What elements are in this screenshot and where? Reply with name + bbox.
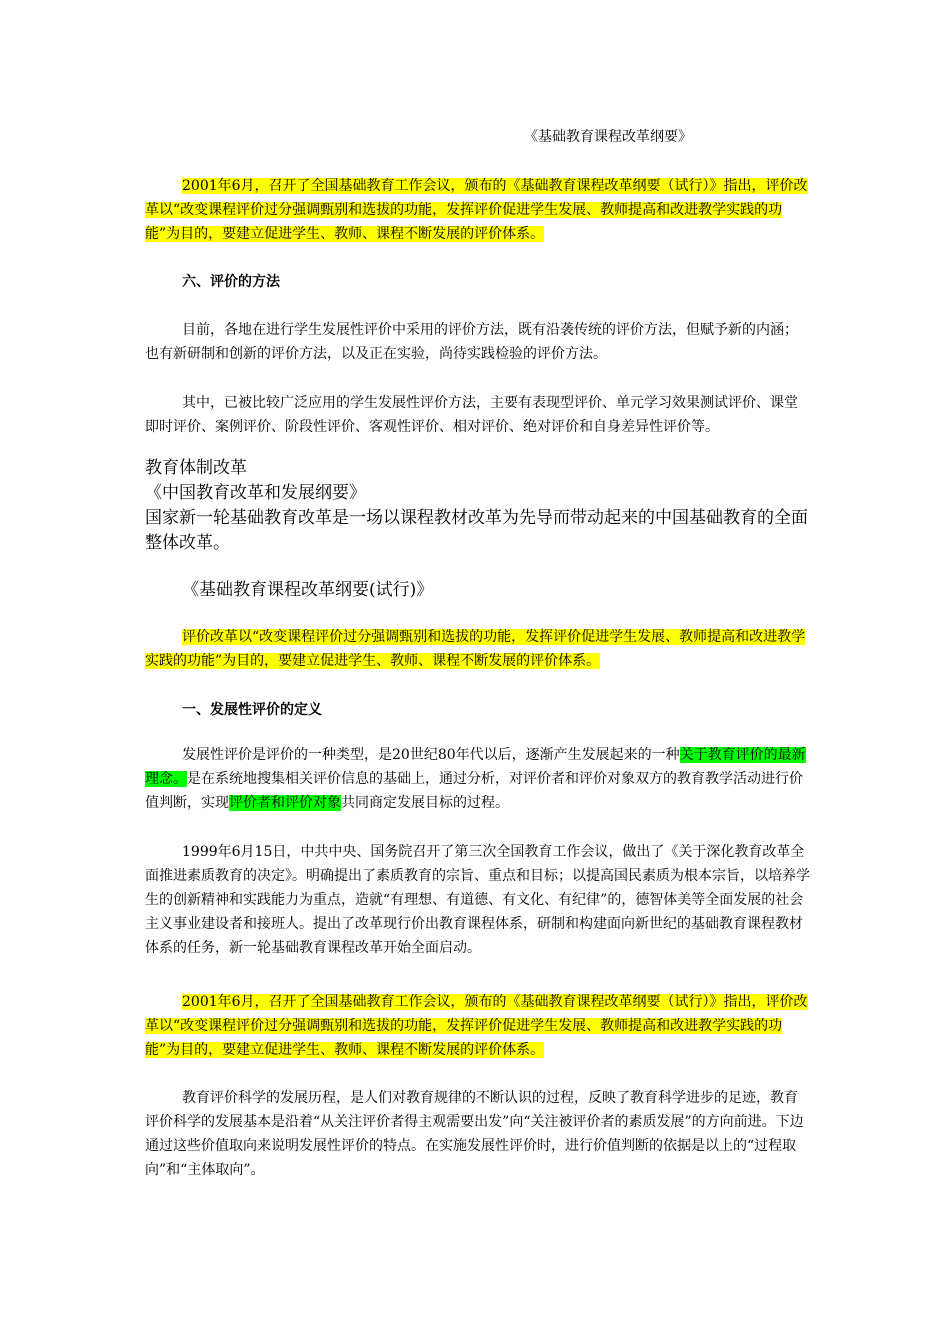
highlight-green: 评价者和评价对象 xyxy=(229,795,341,811)
paragraph-system-reform: 教育体制改革 《中国教育改革和发展纲要》 国家新一轮基础教育改革是一场以课程教材改革为先导而带动起来的中国基础教育的全面整体改革。 xyxy=(145,458,808,553)
paragraph-definition: 发展性评价是评价的一种类型，是20世纪80年代以后，逐渐产生发展起来的一种关于教育评价的最新理念。是在系统地搜集相关评价信息的基础上，通过分析，对评价者和评价对象双方的教育教学活动进行价值判断，实现评价者和评价对象共同商定发展目标的过程。 xyxy=(145,747,806,811)
paragraph-evaluation-history: 教育评价科学的发展历程，是人们对教育规律的不断认识的过程，反映了教育科学进步的足迹，教育评价科学的发展基本是沿着“从关注评价者得主观需要出发”向“关注被评价者的素质发展”的方向前进。下边通过这些价值取向来说明发展性评价的特点。在实施发展性评价时，进行价值判断的依据是以上的“过程取向”和“主体取向”。 xyxy=(145,1090,804,1178)
highlight-yellow: 2001年6月，召开了全国基础教育工作会议，颁布的《基础教育课程改革纲要（试行）》指出，评价改革以“改变课程评价过分强调甄别和选拔的功能，发挥评价促进学生发展、教师提高和改进教学实践的功能”为目的，要建立促进学生、教师、课程不断发展的评价体系。 xyxy=(145,178,808,242)
highlight-green: 关于教育评价的最新理念。 xyxy=(145,747,806,787)
document-title: 《基础教育课程改革纲要》 xyxy=(524,129,692,145)
highlight-yellow: 评价改革以“改变课程评价过分强调甄别和选拔的功能，发挥评价促进学生发展、教师提高和改进教学实践的功能”为目的，要建立促进学生、教师、课程不断发展的评价体系。 xyxy=(145,629,806,669)
heading-evaluation-methods: 六、评价的方法 xyxy=(182,274,280,290)
highlight-yellow: 2001年6月，召开了全国基础教育工作会议，颁布的《基础教育课程改革纲要（试行）》指出，评价改革以“改变课程评价过分强调甄别和选拔的功能，发挥评价促进学生发展、教师提高和改进教学实践的功能”为目的，要建立促进学生、教师、课程不断发展的评价体系。 xyxy=(145,994,808,1058)
paragraph-reform-2001-repeat xyxy=(145,990,810,1062)
paragraph-reform-goal xyxy=(145,625,810,673)
paragraph-1999-conference: 1999年6月15日，中共中央、国务院召开了第三次全国教育工作会议，做出了《关于深化教育改革全面推进素质教育的决定》。明确提出了素质教育的宗旨、重点和目标；以提高国民素质为根本宗旨，以培养学生的创新精神和实践能力为重点，造就“有理想、有道德、有文化、有纪律”的，德智体美等全面发展的社会主义事业建设者和接班人。提出了改革现行价出教育课程体系，研制和构建面向新世纪的基础教育课程教材体系的任务，新一轮基础教育课程改革开始全面启动。 xyxy=(145,844,810,956)
paragraph-methods-intro: 目前，各地在进行学生发展性评价中采用的评价方法，既有沿袭传统的评价方法，但赋予新的内涵；也有新研制和创新的评价方法，以及正在实验，尚待实践检验的评价方法。 xyxy=(145,322,798,362)
heading-definition: 一、发展性评价的定义 xyxy=(182,702,322,718)
paragraph-reform-2001 xyxy=(145,174,810,246)
paragraph-methods-list: 其中，已被比较广泛应用的学生发展性评价方法，主要有表现型评价、单元学习效果测试评价、课堂即时评价、案例评价、阶段性评价、客观性评价、相对评价、绝对评价和自身差异性评价等。 xyxy=(145,395,798,435)
subtitle-curriculum-outline: 《基础教育课程改革纲要(试行)》 xyxy=(182,580,434,600)
